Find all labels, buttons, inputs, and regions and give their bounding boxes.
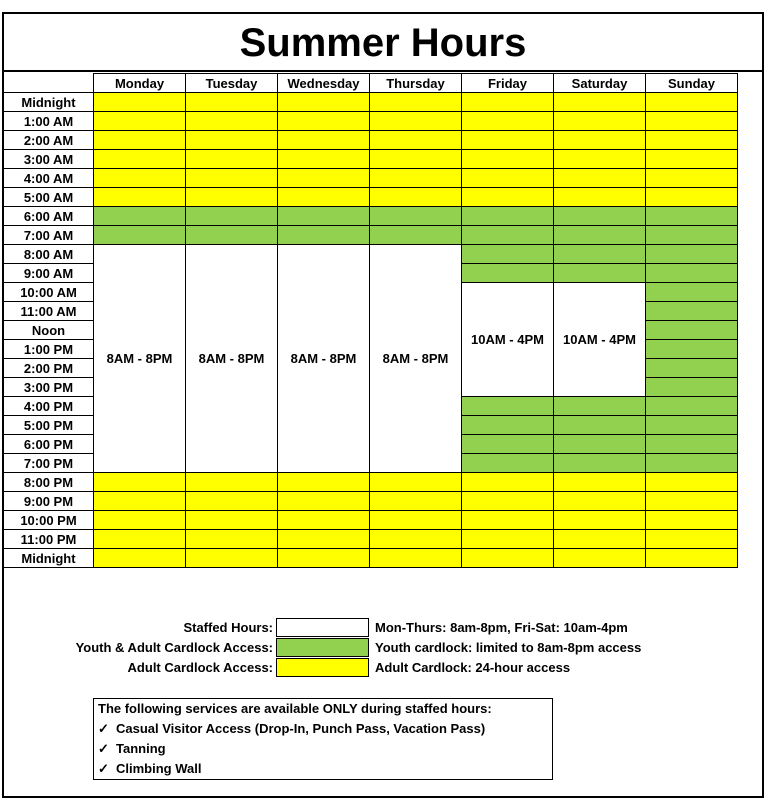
- time-label: Midnight: [4, 93, 94, 112]
- youth-cell: [462, 245, 554, 264]
- youth-cell: [370, 226, 462, 245]
- day-header: Monday: [94, 74, 186, 93]
- adult-cell: [370, 112, 462, 131]
- adult-cell: [94, 511, 186, 530]
- time-label: 5:00 PM: [4, 416, 94, 435]
- time-label: Midnight: [4, 549, 94, 568]
- table-row: [4, 150, 738, 169]
- youth-cell: [554, 226, 646, 245]
- youth-cell: [646, 378, 738, 397]
- adult-cell: [186, 549, 278, 568]
- adult-cell: [370, 169, 462, 188]
- youth-cell: [278, 207, 370, 226]
- table-row: [4, 511, 738, 530]
- youth-cell: [554, 245, 646, 264]
- services-box: [93, 698, 553, 780]
- youth-cell: [186, 207, 278, 226]
- adult-cell: [94, 169, 186, 188]
- adult-cell: [646, 511, 738, 530]
- adult-cell: [186, 511, 278, 530]
- staffed-block: 8AM - 8PM: [278, 245, 370, 473]
- adult-cell: [646, 188, 738, 207]
- time-label: 2:00 AM: [4, 131, 94, 150]
- legend-youth-desc: Youth cardlock: limited to 8am-8pm access: [375, 640, 642, 655]
- adult-cell: [554, 93, 646, 112]
- time-label: 7:00 AM: [4, 226, 94, 245]
- table-row: [4, 473, 738, 492]
- adult-cell: [278, 530, 370, 549]
- staffed-block: 8AM - 8PM: [94, 245, 186, 473]
- adult-cell: [370, 492, 462, 511]
- table-row: [4, 549, 738, 568]
- adult-cell: [94, 93, 186, 112]
- youth-cell: [646, 207, 738, 226]
- adult-cell: [462, 473, 554, 492]
- youth-cell: [646, 454, 738, 473]
- adult-cell: [462, 492, 554, 511]
- legend-staffed-swatch: [276, 618, 369, 637]
- adult-cell: [94, 131, 186, 150]
- table-row: [4, 226, 738, 245]
- adult-cell: [462, 188, 554, 207]
- youth-cell: [554, 264, 646, 283]
- adult-cell: [370, 549, 462, 568]
- youth-cell: [646, 264, 738, 283]
- adult-cell: [186, 169, 278, 188]
- staffed-block: 10AM - 4PM: [554, 283, 646, 397]
- adult-cell: [646, 112, 738, 131]
- adult-cell: [646, 530, 738, 549]
- youth-cell: [462, 454, 554, 473]
- adult-cell: [646, 93, 738, 112]
- time-label: 11:00 AM: [4, 302, 94, 321]
- youth-cell: [646, 283, 738, 302]
- day-header: Friday: [462, 74, 554, 93]
- hours-table: [3, 73, 738, 568]
- time-label: 6:00 PM: [4, 435, 94, 454]
- time-label: Noon: [4, 321, 94, 340]
- legend-adult-label: Adult Cardlock Access:: [127, 660, 273, 675]
- time-label: 8:00 PM: [4, 473, 94, 492]
- adult-cell: [186, 492, 278, 511]
- adult-cell: [554, 169, 646, 188]
- adult-cell: [554, 131, 646, 150]
- youth-cell: [462, 226, 554, 245]
- adult-cell: [646, 473, 738, 492]
- youth-cell: [462, 207, 554, 226]
- adult-cell: [646, 169, 738, 188]
- services-title: The following services are available ONLY during staffed hours:: [98, 701, 492, 716]
- adult-cell: [370, 150, 462, 169]
- youth-cell: [370, 207, 462, 226]
- adult-cell: [278, 188, 370, 207]
- adult-cell: [94, 549, 186, 568]
- adult-cell: [370, 473, 462, 492]
- youth-cell: [646, 321, 738, 340]
- service-label: Casual Visitor Access (Drop-In, Punch Pass, Vacation Pass): [116, 721, 486, 736]
- youth-cell: [646, 245, 738, 264]
- adult-cell: [554, 511, 646, 530]
- legend-adult-swatch: [276, 658, 369, 677]
- list-item: [98, 721, 485, 737]
- staffed-block: 8AM - 8PM: [186, 245, 278, 473]
- adult-cell: [94, 150, 186, 169]
- adult-cell: [94, 530, 186, 549]
- youth-cell: [94, 226, 186, 245]
- adult-cell: [94, 188, 186, 207]
- table-row: [4, 93, 738, 112]
- adult-cell: [186, 188, 278, 207]
- adult-cell: [554, 473, 646, 492]
- adult-cell: [186, 131, 278, 150]
- adult-cell: [278, 150, 370, 169]
- adult-cell: [370, 93, 462, 112]
- staffed-block: 8AM - 8PM: [370, 245, 462, 473]
- time-label: 10:00 PM: [4, 511, 94, 530]
- adult-cell: [646, 549, 738, 568]
- adult-cell: [278, 492, 370, 511]
- time-label: 9:00 PM: [4, 492, 94, 511]
- table-row: [4, 245, 738, 264]
- list-item: [98, 761, 201, 777]
- adult-cell: [370, 511, 462, 530]
- adult-cell: [462, 549, 554, 568]
- legend-adult-desc: Adult Cardlock: 24-hour access: [375, 660, 571, 675]
- day-header: Saturday: [554, 74, 646, 93]
- adult-cell: [278, 549, 370, 568]
- adult-cell: [278, 511, 370, 530]
- adult-cell: [554, 549, 646, 568]
- service-label: Tanning: [116, 741, 166, 756]
- youth-cell: [646, 302, 738, 321]
- adult-cell: [646, 131, 738, 150]
- time-label: 3:00 AM: [4, 150, 94, 169]
- adult-cell: [462, 131, 554, 150]
- time-label: 6:00 AM: [4, 207, 94, 226]
- youth-cell: [554, 435, 646, 454]
- adult-cell: [462, 511, 554, 530]
- table-row: [4, 492, 738, 511]
- youth-cell: [646, 340, 738, 359]
- youth-cell: [646, 226, 738, 245]
- table-row: [4, 169, 738, 188]
- legend-youth-swatch: [276, 638, 369, 657]
- time-label: 1:00 AM: [4, 112, 94, 131]
- adult-cell: [94, 492, 186, 511]
- youth-cell: [462, 264, 554, 283]
- adult-cell: [94, 473, 186, 492]
- list-item: [98, 741, 166, 757]
- youth-cell: [94, 207, 186, 226]
- adult-cell: [278, 93, 370, 112]
- checkmark-icon: ✓: [98, 761, 109, 776]
- table-row: [4, 112, 738, 131]
- adult-cell: [462, 93, 554, 112]
- adult-cell: [462, 112, 554, 131]
- time-label: 9:00 AM: [4, 264, 94, 283]
- youth-cell: [646, 416, 738, 435]
- youth-cell: [462, 397, 554, 416]
- page-title: Summer Hours: [4, 14, 762, 72]
- time-label: 7:00 PM: [4, 454, 94, 473]
- legend-staffed-desc: Mon-Thurs: 8am-8pm, Fri-Sat: 10am-4pm: [375, 620, 628, 635]
- adult-cell: [554, 188, 646, 207]
- adult-cell: [186, 93, 278, 112]
- youth-cell: [554, 416, 646, 435]
- time-label: 8:00 AM: [4, 245, 94, 264]
- table-row: [4, 131, 738, 150]
- adult-cell: [462, 150, 554, 169]
- adult-cell: [462, 530, 554, 549]
- youth-cell: [554, 397, 646, 416]
- adult-cell: [186, 530, 278, 549]
- day-header: Thursday: [370, 74, 462, 93]
- youth-cell: [646, 435, 738, 454]
- time-label: 11:00 PM: [4, 530, 94, 549]
- youth-cell: [462, 416, 554, 435]
- time-label: 2:00 PM: [4, 359, 94, 378]
- adult-cell: [186, 473, 278, 492]
- service-label: Climbing Wall: [116, 761, 202, 776]
- day-header: Sunday: [646, 74, 738, 93]
- adult-cell: [278, 112, 370, 131]
- adult-cell: [646, 492, 738, 511]
- time-label: 1:00 PM: [4, 340, 94, 359]
- adult-cell: [186, 150, 278, 169]
- day-header: Wednesday: [278, 74, 370, 93]
- youth-cell: [186, 226, 278, 245]
- header-row: [4, 74, 738, 93]
- time-label: 3:00 PM: [4, 378, 94, 397]
- youth-cell: [554, 454, 646, 473]
- adult-cell: [278, 131, 370, 150]
- youth-cell: [646, 359, 738, 378]
- legend-youth-label: Youth & Adult Cardlock Access:: [75, 640, 273, 655]
- legend-staffed-label: Staffed Hours:: [183, 620, 273, 635]
- youth-cell: [278, 226, 370, 245]
- adult-cell: [554, 492, 646, 511]
- adult-cell: [186, 112, 278, 131]
- corner-cell: [4, 74, 94, 93]
- adult-cell: [370, 188, 462, 207]
- day-header: Tuesday: [186, 74, 278, 93]
- youth-cell: [554, 207, 646, 226]
- checkmark-icon: ✓: [98, 741, 109, 756]
- adult-cell: [278, 169, 370, 188]
- adult-cell: [370, 530, 462, 549]
- adult-cell: [554, 112, 646, 131]
- adult-cell: [370, 131, 462, 150]
- adult-cell: [554, 150, 646, 169]
- time-label: 4:00 AM: [4, 169, 94, 188]
- time-label: 10:00 AM: [4, 283, 94, 302]
- staffed-block: 10AM - 4PM: [462, 283, 554, 397]
- adult-cell: [646, 150, 738, 169]
- table-row: [4, 530, 738, 549]
- time-label: 4:00 PM: [4, 397, 94, 416]
- checkmark-icon: ✓: [98, 721, 109, 736]
- adult-cell: [94, 112, 186, 131]
- youth-cell: [462, 435, 554, 454]
- table-row: [4, 207, 738, 226]
- youth-cell: [646, 397, 738, 416]
- adult-cell: [462, 169, 554, 188]
- table-row: [4, 188, 738, 207]
- time-label: 5:00 AM: [4, 188, 94, 207]
- adult-cell: [278, 473, 370, 492]
- adult-cell: [554, 530, 646, 549]
